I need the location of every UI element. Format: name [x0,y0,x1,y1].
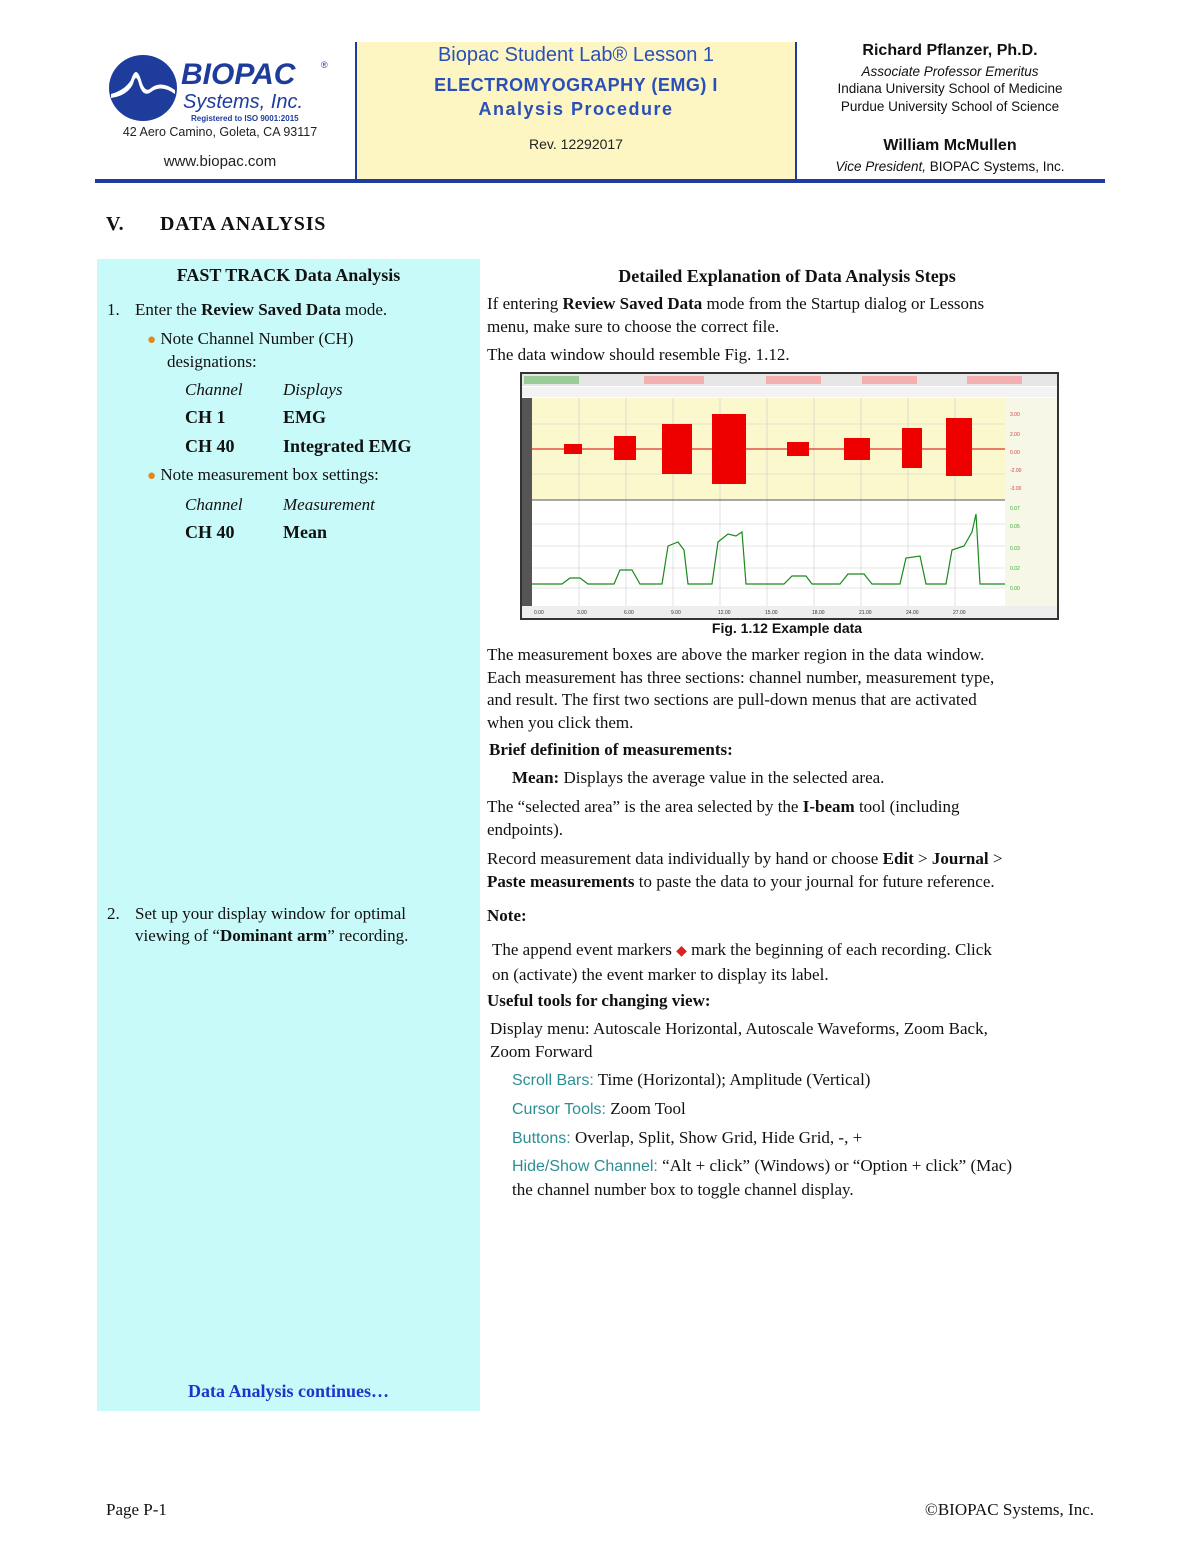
svg-text:9.00: 9.00 [671,610,681,616]
note-heading: Note: [487,906,527,925]
author1-title: Associate Professor Emeritus [861,64,1039,79]
cursor-tools: Cursor Tools: Zoom Tool [512,1099,686,1118]
title-box [355,42,797,179]
svg-text:0.00: 0.00 [1010,586,1020,592]
author2-name: William McMullen [883,137,1017,154]
step-2: 2. Set up your display window for optimal viewing of “Dominant arm” recording. [107,904,409,945]
svg-text:0.00: 0.00 [534,610,544,616]
author1-affiliation-1: Indiana University School of Medicine [837,81,1063,96]
svg-text:-3.00: -3.00 [1010,486,1022,492]
page-number: Page P-1 [106,1500,167,1519]
svg-text:2.00: 2.00 [1010,432,1020,438]
definition-heading: Brief definition of measurements: [489,740,733,759]
svg-text:15.00: 15.00 [765,610,778,616]
svg-text:®: ® [321,60,328,70]
paragraph-review-saved: If entering Review Saved Data mode from the Startup dialog or Lessons menu, make sure to choose the correct file. [487,294,985,336]
hide-show-channel: Hide/Show Channel: “Alt + click” (Windows) or “Option + click” (Mac) the channel number box to toggle channel display. [512,1156,1012,1199]
buttons-tools: Buttons: Overlap, Split, Show Grid, Hide Grid, -, + [512,1128,863,1147]
svg-text:24.00: 24.00 [906,610,919,616]
svg-text:27.00: 27.00 [953,610,966,616]
svg-text:0.00: 0.00 [1010,450,1020,456]
record-measurements: Record measurement data individually by hand or choose Edit > Journal > Paste measurements to paste the data to your journal for future reference. [487,849,1003,891]
fast-track-column: FAST TRACK Data Analysis 1. Enter the Review Saved Data mode. ● Note Channel Number (CH) designations: Channel Displays CH 1 EMG CH 40 Integrated EMG ● Note measurement box settings: Channel Measurement CH 40 Mean 2. Set up your display window for optimal viewing of “Dominant arm” recording. Data Analysis continues… [97,259,480,1411]
copyright: ©BIOPAC Systems, Inc. [924,1500,1094,1519]
data-analysis-continues: Data Analysis continues… [187,1381,390,1401]
author1-name: Richard Pflanzer, Ph.D. [862,42,1038,59]
logo-sub: Systems, Inc. [183,91,304,113]
svg-text:21.00: 21.00 [859,610,872,616]
display-menu-tools: Display menu: Autoscale Horizontal, Autoscale Waveforms, Zoom Back, Zoom Forward [490,1019,988,1061]
section-heading: V. DATA ANALYSIS [106,213,327,235]
svg-text:0.07: 0.07 [1010,506,1020,512]
paragraph-measurement-boxes: The measurement boxes are above the marker region in the data window. Each measurement has three sections: channel number, measurement type, and result. The first two sections are pull-down menus that are activated when you click them. [487,645,995,732]
bullet-icon: ● [147,332,157,348]
page-header [95,42,1105,182]
svg-text:12.00: 12.00 [718,610,731,616]
bullet-icon: ● [147,468,157,484]
author2-title: Vice President, BIOPAC Systems, Inc. [835,159,1065,174]
scroll-bars-tool: Scroll Bars: Time (Horizontal); Amplitude (Vertical) [512,1070,871,1089]
company-website[interactable]: www.biopac.com [163,153,277,170]
logo-text: BIOPAC [181,58,296,91]
lesson-label: Biopac Student Lab® Lesson 1 [437,44,715,66]
author1-affiliation-2: Purdue University School of Science [840,99,1060,114]
step-1: 1. Enter the Review Saved Data mode. [107,300,388,319]
bullet-measurement-settings: ● Note measurement box settings: [147,465,379,484]
biopac-logo [105,50,340,125]
svg-text:18.00: 18.00 [812,610,825,616]
event-marker-icon: ◆ [676,944,687,959]
svg-text:6.00: 6.00 [624,610,634,616]
mean-definition: Mean: Displays the average value in the selected area. [512,768,885,787]
document-title: ELECTROMYOGRAPHY (EMG) I [434,75,718,95]
paragraph-resemble-fig: The data window should resemble Fig. 1.12. [487,345,790,364]
svg-text:3.00: 3.00 [577,610,587,616]
revision: Rev. 12292017 [529,136,623,152]
header-divider [95,179,1105,183]
selected-area-definition: The “selected area” is the area selected by the I-beam tool (including endpoints). [487,797,960,839]
document-subtitle: Analysis Procedure [478,99,674,119]
svg-text:0.03: 0.03 [1010,546,1020,552]
figure-caption: Fig. 1.12 Example data [711,620,863,636]
useful-tools-heading: Useful tools for changing view: [487,991,711,1010]
authors-block [795,42,1105,179]
biopac-logo-block [95,42,355,179]
detailed-heading: Detailed Explanation of Data Analysis Steps [618,266,956,286]
fast-track-heading: FAST TRACK Data Analysis [176,265,401,285]
append-markers-note: The append event markers ◆ mark the beginning of each recording. Click on (activate) the event marker to display its label. [492,940,992,984]
bullet-channel-designations: ● Note Channel Number (CH) designations: [147,329,354,371]
example-data-figure [520,372,1059,620]
svg-text:3.00: 3.00 [1010,412,1020,418]
svg-text:0.02: 0.02 [1010,566,1020,572]
detailed-explanation-column [487,259,1099,1409]
svg-text:0.05: 0.05 [1010,524,1020,530]
company-address: 42 Aero Camino, Goleta, CA 93117 [122,125,318,139]
logo-iso: Registered to ISO 9001:2015 [191,114,299,123]
emg-data-screenshot [522,374,1057,618]
svg-text:-2.00: -2.00 [1010,468,1022,474]
